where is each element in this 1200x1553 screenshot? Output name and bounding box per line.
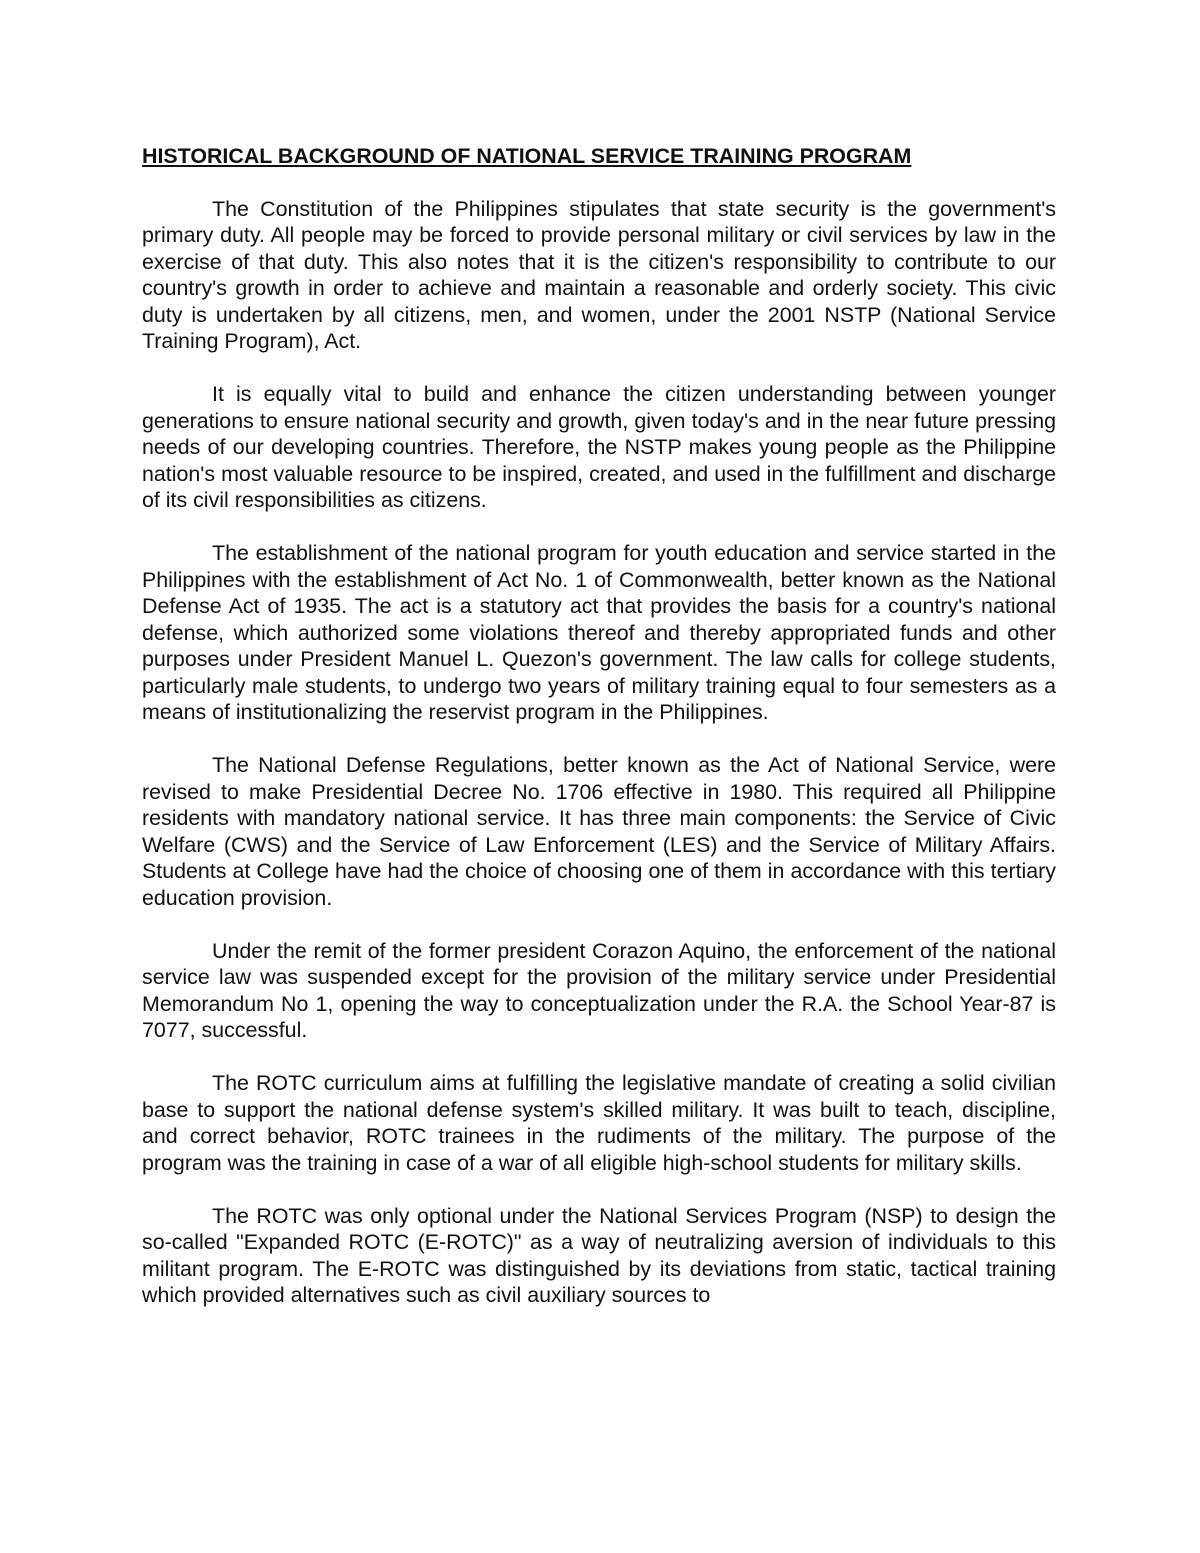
paragraph-rotc-curriculum: The ROTC curriculum aims at fulfilling the legislative mandate of creating a solid civilian base to support the national defense system's skilled military. It was built to teach, discipline, and correct behavior, ROTC trainees in the rudiments of the military. The purpose of the program was the training in case of a war of all eligible high-school students for military skills. bbox=[142, 1071, 1056, 1175]
paragraph-aquino: Under the remit of the former president Corazon Aquino, the enforcement of the national service law was suspended except for the provision of the military service under Presidential Memorandum No 1, opening the way to conceptualization under the R.A. the School Year-87 is 7077, successful. bbox=[142, 938, 1056, 1042]
paragraph-national-defense-act: The establishment of the national program for youth education and service started in the Philippines with the establishment of Act No. 1 of Commonwealth, better known as the National Defense Act of 1935. The act is a statutory act that provides the basis for a country's national defense, which authorized some violations thereof and thereby appropriated funds and other purposes under President Manuel L. Quezon's government. The law calls for college students, particularly male students, to undergo two years of military training equal to four semesters as a means of institutionalizing the reservist program in the Philippines. bbox=[142, 541, 1056, 724]
paragraph-constitution: The Constitution of the Philippines stipulates that state security is the government's primary duty. All people may be forced to provide personal military or civil services by law in the exercise of that duty. This also notes that it is the citizen's responsibility to contribute to our country's growth in order to achieve and maintain a reasonable and orderly society. This civic duty is undertaken by all citizens, men, and women, under the 2001 NSTP (National Service Training Program), Act. bbox=[142, 196, 1056, 353]
document-title: HISTORICAL BACKGROUND OF NATIONAL SERVICE TRAINING PROGRAM bbox=[142, 144, 912, 168]
paragraph-citizen-understanding: It is equally vital to build and enhance the citizen understanding between younger generations to ensure national security and growth, given today's and in the near future pressing needs of our developing countries. Therefore, the NSTP makes young people as the Philippine nation's most valuable resource to be inspired, created, and used in the fulfillment and discharge of its civil responsibilities as citizens. bbox=[142, 382, 1056, 512]
paragraph-e-rotc: The ROTC was only optional under the National Services Program (NSP) to design the so-called "Expanded ROTC (E-ROTC)" as a way of neutralizing aversion of individuals to this militant program. The E-ROTC was distinguished by its deviations from static, tactical training which provided alternatives such as civil auxiliary sources to bbox=[142, 1203, 1056, 1307]
document-body bbox=[142, 143, 1056, 1335]
paragraph-defense-regulations: The National Defense Regulations, better known as the Act of National Service, were revised to make Presidential Decree No. 1706 effective in 1980. This required all Philippine residents with mandatory national service. It has three main components: the Service of Civic Welfare (CWS) and the Service of Law Enforcement (LES) and the Service of Military Affairs. Students at College have had the choice of choosing one of them in accordance with this tertiary education provision. bbox=[142, 753, 1056, 910]
